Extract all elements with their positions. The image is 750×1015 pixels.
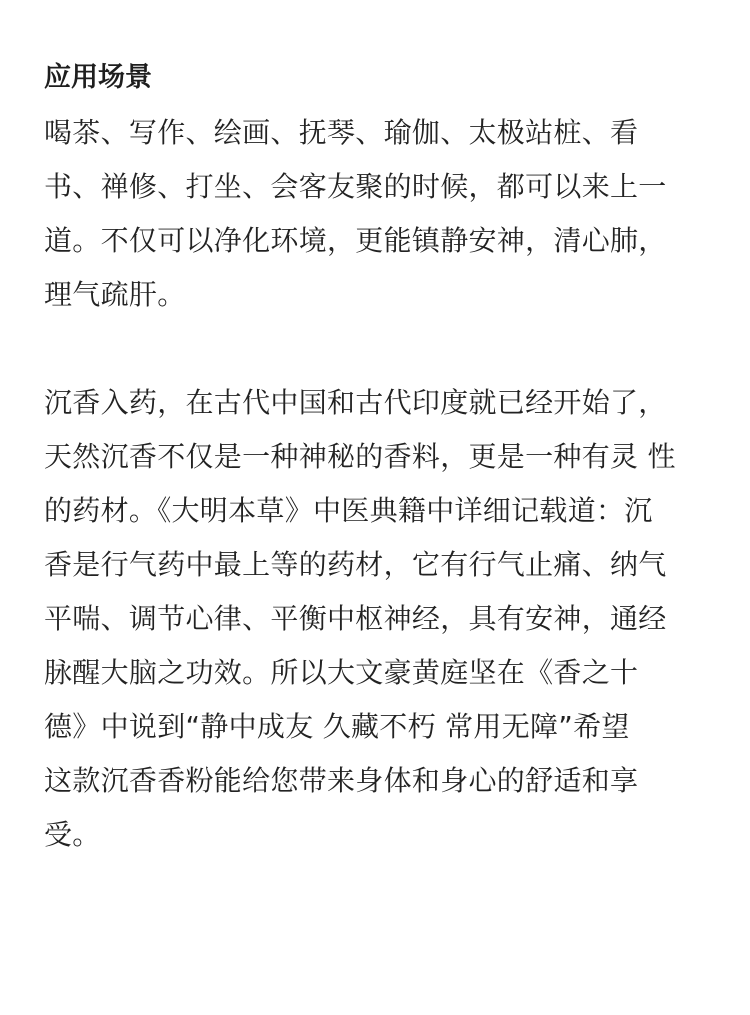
intro-line: 道。不仅可以净化环境，更能镇静安神，清心肺， (44, 224, 667, 257)
intro-paragraph (44, 106, 708, 322)
body-line: 这款沉香香粉能给您带来身体和身心的舒适和享 (44, 764, 639, 797)
body-line: 德》中说到“静中成友 久藏不朽 常用无障”希望 (44, 710, 630, 743)
intro-line: 理气疏肝。 (44, 278, 186, 311)
article (44, 56, 708, 862)
body-line: 天然沉香不仅是一种神秘的香料，更是一种有灵 性 (44, 440, 676, 473)
intro-line: 喝茶、写作、绘画、抚琴、瑜伽、太极站桩、看 (44, 116, 639, 149)
intro-line: 书、禅修、打坐、会客友聚的时候，都可以来上一 (44, 170, 667, 203)
body-line: 平喘、调节心律、平衡中枢神经，具有安神，通经 (44, 602, 667, 635)
body-line: 沉香入药，在古代中国和古代印度就已经开始了， (44, 386, 667, 419)
body-line: 脉醒大脑之功效。所以大文豪黄庭坚在《香之十 (44, 656, 639, 689)
body-line: 香是行气药中最上等的药材，它有行气止痛、纳气 (44, 548, 667, 581)
section-heading: 应用场景 (44, 62, 152, 93)
body-line: 受。 (44, 818, 101, 851)
body-line: 的药材。《大明本草》中医典籍中详细记载道：沉 (44, 494, 653, 527)
body-paragraph (44, 376, 708, 862)
